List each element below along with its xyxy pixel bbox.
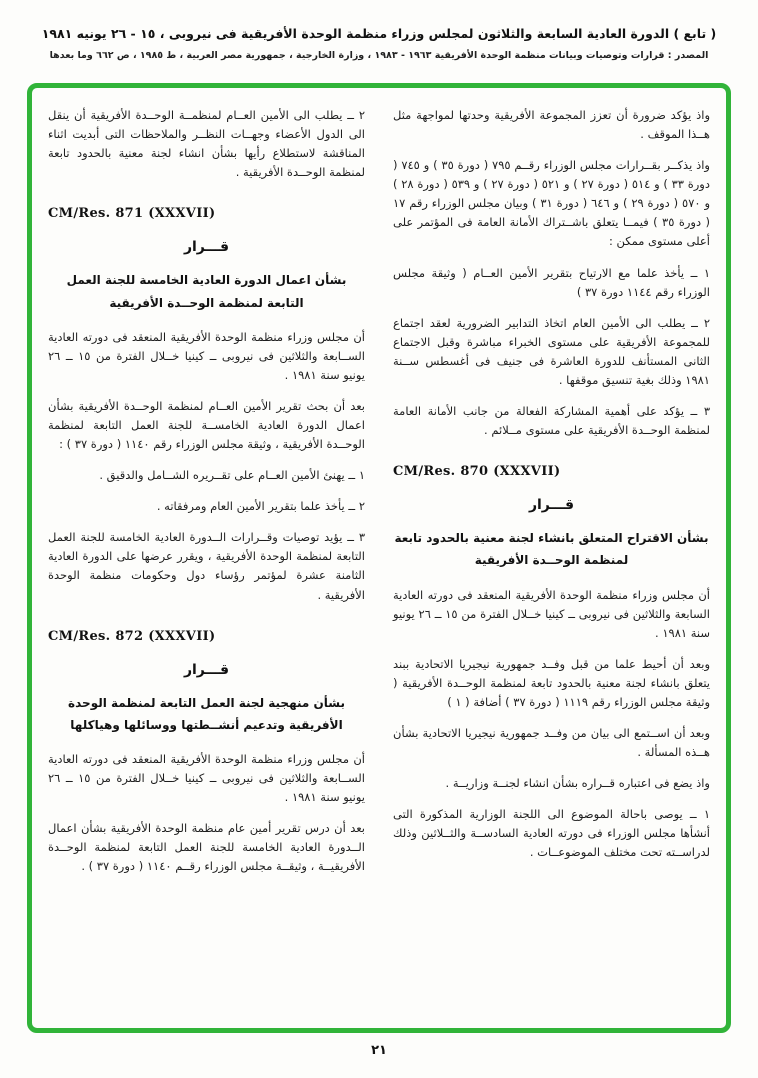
paragraph: بعد أن بحث تقرير الأمين العــام لمنظمة الوحــدة الأفريقية بشأن اعمال الدورة العادية الخامســة للجنة العمل التابعة لمنظمة الوحــدة الأفريقية ، وثيقة مجلس الوزراء رقم ١١٤٠ ( دورة ٣٧ ) : [48, 398, 365, 452]
paragraph: وبعد أن اســتمع الى بيان من وفــد جمهورية نيجيريا الاتحادية بشأن هــذه المسألة . [393, 726, 710, 760]
header-source: المصدر : قرارات وتوصيات وبيانات منظمة الوحدة الأفريقية ١٩٦٣ - ١٩٨٣ ، وزارة الخارجية ، جمهورية مصر العربية ، ط ١٩٨٥ ، ص ٦٦٢ وما بعدها [49, 50, 709, 61]
column-left [48, 106, 365, 1018]
paragraph: أن مجلس وزراء منظمة الوحدة الأفريقية المنعقد فى دورته العادية الســابعة والثلاثين فى نيروبى ــ كينيا خــلال الفترة من ١٥ ــ ٢٦ يونيو سنة ١٩٨١ . [48, 752, 365, 805]
page-header [0, 0, 758, 61]
paragraph: ٣ ــ يؤكد على أهمية المشاركة الفعالة من جانب الأمانة العامة لمنظمة الوحــدة الأفريقية على مستوى مــلائم . [393, 404, 710, 438]
paragraph: واذ يذكــر بقــرارات مجلس الوزراء رقــم ٧٩٥ ( دورة ٣٥ ) و ٧٤٥ ( دورة ٣٣ ) و ٥١٤ ( دورة ٢٧ ) و ٥٢١ ( دورة ٢٧ ) و ٥٣٩ ( دورة ٢٨ ) و ٥٧٠ ( دورة ٢٩ ) و ٦٤٦ ( دورة ٣١ ) وبيان مجلس الوزراء رقم ١٧ ( دورة ٣٥ ) فيمــا يتعلق باشــتراك الأمانة العامة فى المؤتمر على أعلى مستوى ممكن : [393, 158, 711, 249]
resolution-heading: قـــرار [183, 239, 230, 256]
paragraph: وبعد أن أحيط علما من قبل وفــد جمهورية نيجيريا الاتحادية ببند يتعلق بانشاء لجنة معنية بالحدود تابعة لمنظمة الوحــدة الأفريقية ( وثيقة مجلس الوزراء رقم ١١١٩ ( دورة ٣٧ ) أضافة ( ١ ) [393, 656, 710, 709]
columns [48, 106, 710, 1018]
paragraph: أن مجلس وزراء منظمة الوحدة الأفريقية المنعقد فى دورته العادية السابعة والثلاثين فى نيروبى ــ كينيا خــلال الفترة من ١٥ ــ ٢٦ يونيو سنة ١٩٨١ . [393, 587, 710, 640]
resolution-subtitle: بشأن الاقتراح المتعلق بانشاء لجنة معنية بالحدود تابعة لمنظمة الوحــدة الأفريقية [394, 531, 709, 568]
resolution-ref: CM/Res. 871 (XXXVII) [48, 206, 216, 222]
resolution-subtitle: بشأن منهجية لجنة العمل التابعة لمنظمة الوحدة الأفريقية وتدعيم أنشــطتها ووسائلها وهياكلها [68, 695, 345, 732]
paragraph: ٢ ــ يطلب الى الأمين العــام لمنظمــة الوحــدة الأفريقية أن ينقل الى الدول الأعضاء وجهــات النظــر والملاحظات التى أبديت اثناء المناقشة لاستطلاع رأيها بشأن انشاء لجنة معنية بالحدود تابعة لمنظمة الوحــدة الأفريقية . [48, 108, 365, 180]
page-number: ٢١ [371, 1043, 387, 1058]
resolution-subtitle: بشأن اعمال الدورة العادية الخامسة للجنة العمل التابعة لمنظمة الوحــدة الأفريقية [66, 273, 347, 310]
paragraph: ١ ــ يهنئ الأمين العــام على تقــريره الشــامل والدقيق . [99, 468, 365, 483]
resolution-ref: CM/Res. 870 (XXXVII) [393, 464, 561, 480]
content-frame [27, 83, 731, 1033]
column-right [393, 106, 710, 1018]
resolution-ref: CM/Res. 872 (XXXVII) [48, 628, 216, 644]
paragraph: ٣ ــ يؤيد توصيات وقــرارات الــدورة العادية الخامسة للجنة العمل التابعة لمنظمة الوحدة الأفريقية ، ويقرر عرضها على الدورة العادية الثامنة عشرة لمؤتمر رؤساء دول وحكومات منظمة الوحدة الأفريقية . [48, 530, 365, 602]
paragraph: ١ ــ يأخذ علما مع الارتياح بتقرير الأمين العــام ( وثيقة مجلس الوزراء رقم ١١٤٤ دورة ٣٧ ) [393, 265, 710, 299]
paragraph: واذ يضع فى اعتباره قــراره بشأن انشاء لجنــة وزاريــة . [445, 776, 710, 791]
paragraph: ٢ ــ يأخذ علما بتقرير الأمين العام ومرفقاته . [156, 499, 365, 514]
paragraph: أن مجلس وزراء منظمة الوحدة الأفريقية المنعقد فى دورته العادية الســابعة والثلاثين فى نيروبى ــ كينيا خــلال الفترة من ١٥ ــ ٢٦ يونيو سنة ١٩٨١ . [48, 329, 365, 382]
paragraph: واذ يؤكد ضرورة أن تعزز المجموعة الأفريقية وحدتها لمواجهة مثل هــذا الموقف . [393, 108, 710, 142]
paragraph: بعد أن درس تقرير أمين عام منظمة الوحدة الأفريقية بشأن اعمال الــدورة العادية الخامسة للجنة العمل التابعة لمنظمة الوحــدة الأفريقيــة ، وثيقــة مجلس الوزراء رقــم ١١٤٠ ( دورة ٣٧ ) . [48, 821, 365, 874]
header-title: ( تابع ) الدورة العادية السابعة والثلاثون لمجلس وزراء منظمة الوحدة الأفريقية فى نيروبى ، ١٥ - ٢٦ يونيه ١٩٨١ [41, 26, 717, 41]
paragraph: ٢ ــ يطلب الى الأمين العام اتخاذ التدابير الضرورية لعقد اجتماع للمجموعة الأفريقية على مستوى الخبراء مباشرة وقبل الاجتماع الثانى المستأنف للدورة العاشرة فى جنيف فى أغسطس ســنة ١٩٨١ وذلك بغية تنسيق موقفها . [393, 315, 710, 387]
paragraph: ١ ــ يوصى باحالة الموضوع الى اللجنة الوزارية المذكورة التى أنشأها مجلس الوزراء فى دورته العادية السادســة والثــلاثين وذلك لدراســته تحت مختلف الموضوعــات . [393, 807, 710, 860]
resolution-heading: قـــرار [183, 661, 230, 678]
resolution-heading: قـــرار [528, 497, 575, 514]
